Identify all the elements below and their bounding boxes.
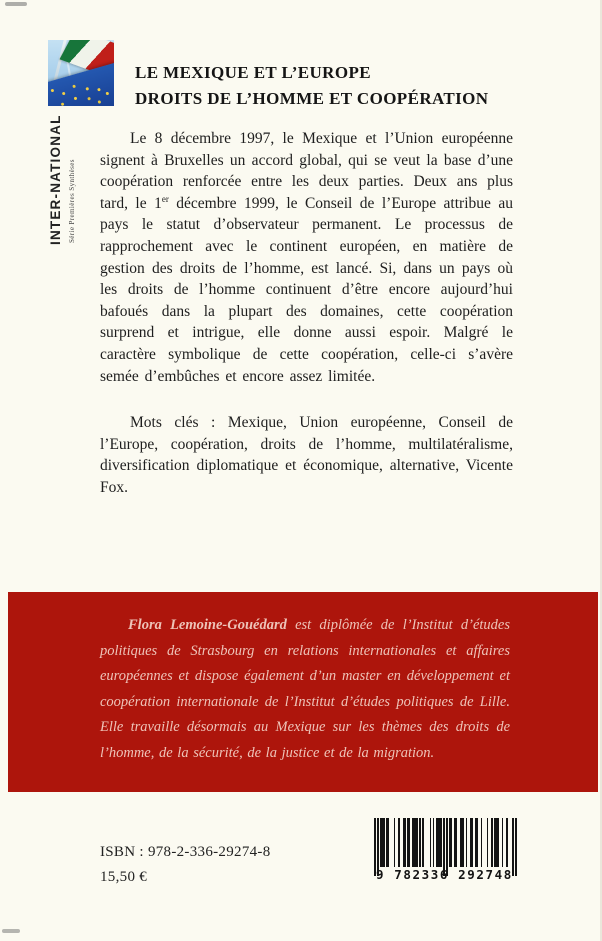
author-name: Flora Lemoine-Gouédard [128, 617, 287, 633]
author-bio-text: est diplômée de l’Institut d’études politiques de Strasbourg en relations internationales et affaires européennes et dispose également d’un master en développement et coopération internationale de l’Institut d’études politiques de Lille. Elle travaille désormais au Mexique sur les thèmes des droits de l’homme, de la sécurité, de la justice et de la migration. [100, 617, 511, 761]
scan-artifact-bottom [2, 929, 20, 933]
isbn-number: ISBN : 978-2-336-29274-8 [100, 844, 271, 860]
book-title-line1: LE MEXIQUE ET L’EUROPE [135, 63, 371, 82]
barcode [374, 818, 524, 882]
scan-artifact-top [5, 2, 27, 6]
keywords-paragraph: Mots clés : Mexique, Union européenne, Conseil de l’Europe, coopération, droits de l’homme, multilatéralisme, diversification diplomatique et économique, alternative, Vicente Fox. [100, 414, 513, 496]
synopsis-paragraph [100, 128, 513, 387]
collection-sublabel: Série Premières Synthèses [68, 159, 76, 243]
collection-label: INTER-NATIONAL [48, 114, 63, 245]
eu-stars [51, 89, 55, 93]
isbn-block [100, 840, 271, 890]
author-bio-band [8, 592, 598, 792]
synopsis-text-start: Le 8 décembre 1997, le Mexique et l’Union européenne signent à Bruxelles un accord global, qui se veut la base d’une coopération renforcée entre les deux parties. Deux ans plus tard, le 1 [100, 130, 513, 212]
author-bio-paragraph [8, 592, 598, 766]
book-title-line2: DROITS DE L’HOMME ET COOPÉRATION [135, 89, 489, 108]
price: 15,50 € [100, 869, 148, 885]
mexico-eu-flags-photo [48, 40, 114, 106]
ordinal-superscript: er [161, 193, 169, 204]
synopsis-column [100, 128, 513, 499]
synopsis-text-end: décembre 1999, le Conseil de l’Europe attribue au pays le statut d’observateur permanent. Le processus de rapprochement avec le continent européen, en matière de gestion des droits de l’homme, est lancé. Si, dans un pays où les droits de l’homme continuent d’être encore aujourd’hui bafoués dans la plupart des domaines, cette coopération surprend et intrigue, elle donne aussi espoir. Malgré le caractère symbolique de cette coopération, celle-ci s’avère semée d’embûches et encore assez limitée. [100, 194, 513, 385]
barcode-digits: 9 782336 292748 [376, 867, 513, 882]
title-block [135, 60, 555, 112]
